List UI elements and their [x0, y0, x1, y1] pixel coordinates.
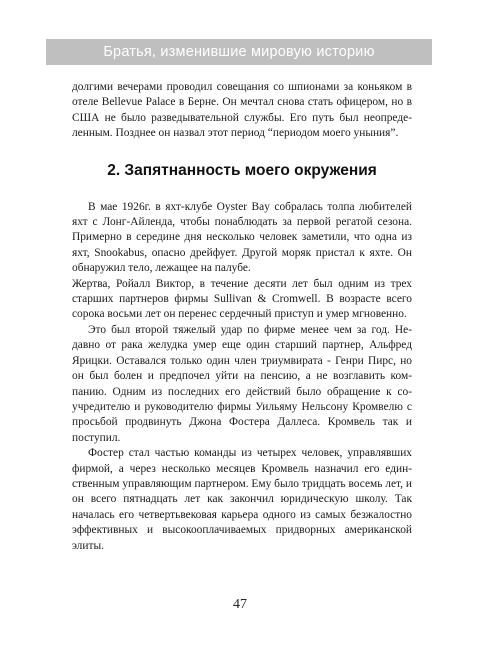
page-number: 47: [233, 597, 247, 612]
body-paragraph: Это был второй тяжелый удар по фирме менее чем за год. Недавно от рака желудка умер еще один старший партнер, Альфред Ярицки. Оставался только один член триумвирата - Генри Пирс, но он был болен и предпочел уйти на пенсию, а не возглавить компанию. Одним из последних его действий было обращение к соучредителю и руководителю фирмы Уильяму Нельсону Кромвелю с просьбой продвинуть Джона Фостера Даллеса. Кромвель так и поступил.: [72, 323, 412, 444]
intro-paragraph: долгими вечерами проводил совещания со шпионами за коньяком в отеле Bellevue Palace в Берне. Он мечтал снова стать офицером, но в США не было разведывательной службы. Его путь был неопределенным. Позднее он назвал этот период “периодом моего уныния”.: [72, 81, 412, 140]
running-header: [46, 39, 432, 65]
page-body: [72, 80, 412, 554]
section-heading: 2. Запятнанность моего окружения: [107, 161, 377, 179]
body-paragraph: Фостер стал частью команды из четырех человек, управлявших фирмой, а через несколько месяцев Кромвель назначил его единственным управляющим партнером. Ему было тридцать восемь лет, и он всего пятнадцать лет как закончил юридическую школу. Так началась его четвертьвековая карьера одного из самых безжалостно эффективных и высокооплачиваемых придворных американской элиты.: [72, 447, 412, 552]
running-header-title: Братья, изменившие мировую историю: [103, 44, 375, 60]
body-paragraph: В мае 1926г. в яхт-клубе Oyster Bay собралась толпа любителей яхт с Лонг-Айленда, чтобы понаблюдать за первой регатой сезона. Примерно в середине дня несколько человек заметили, что одна из яхт, Snookabus, опасно дрейфует. Другой моряк пристал к яхте. Он обнаружил тело, лежащее на палубе.: [72, 200, 412, 275]
body-paragraph: Жертва, Ройалл Виктор, в течение десяти лет был одним из трех старших партнеров фирмы Sullivan & Cromwell. В возрасте всего сорока восьми лет он перенес сердечный приступ и умер мгновенно.: [72, 277, 412, 321]
